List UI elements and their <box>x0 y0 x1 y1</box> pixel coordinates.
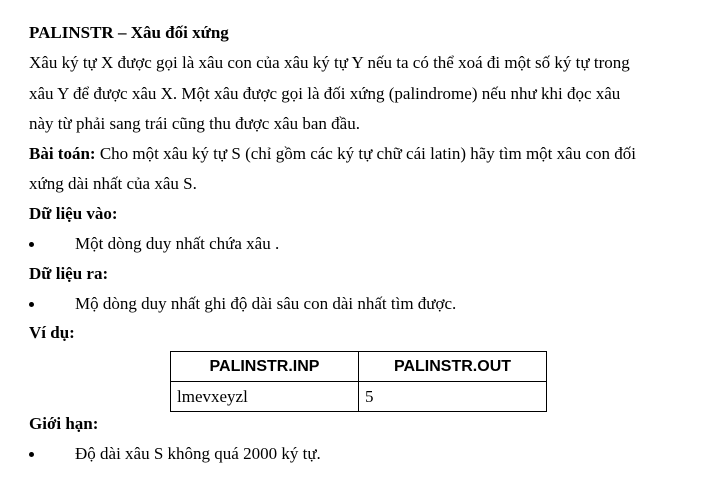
intro-line-1: Xâu ký tự X được gọi là xâu con của xâu ký tự Y nếu ta có thể xoá đi một số ký tự trong <box>29 53 630 72</box>
title-separator: – <box>113 23 131 42</box>
output-file-header: PALINSTR.OUT <box>359 352 547 382</box>
limits-item-text: Độ dài xâu S không quá 2000 ký tự. <box>75 444 321 463</box>
bullet-icon <box>29 302 34 307</box>
bullet-icon <box>29 242 34 247</box>
output-heading: Dữ liệu ra: <box>29 264 109 283</box>
problem-code: PALINSTR <box>29 23 114 42</box>
example-heading: Ví dụ: <box>29 323 75 342</box>
bullet-icon <box>29 452 34 457</box>
intro-line-3: này từ phải sang trái cũng thu được xâu ban đầu. <box>29 114 360 133</box>
problem-label: Bài toán: <box>29 144 96 163</box>
input-item-text: Một dòng duy nhất chứa xâu . <box>75 234 280 253</box>
limits-bullet-item <box>51 444 321 464</box>
intro-line-2: xâu Y để được xâu X. Một xâu được gọi là đối xứng (palindrome) nếu như khi đọc xâu <box>29 84 621 103</box>
problem-name: Xâu đối xứng <box>130 23 229 42</box>
limits-heading: Giới hạn: <box>29 414 99 433</box>
problem-text-1: Cho một xâu ký tự S (chỉ gồm các ký tự chữ cái latin) hãy tìm một xâu con đối <box>95 144 636 163</box>
problem-statement-line-1 <box>29 144 636 164</box>
input-file-header: PALINSTR.INP <box>171 352 359 382</box>
example-table <box>170 351 547 412</box>
output-item-text: Mộ dòng duy nhất ghi độ dài sâu con dài nhất tìm được. <box>75 294 457 313</box>
output-bullet-item <box>51 294 456 314</box>
problem-statement-line-2: xứng dài nhất của xâu S. <box>29 174 197 193</box>
problem-title <box>29 23 229 43</box>
input-bullet-item <box>51 234 279 254</box>
table-row <box>171 382 547 412</box>
example-output-cell: 5 <box>359 382 547 412</box>
input-heading: Dữ liệu vào: <box>29 204 118 223</box>
example-input-cell: lmevxeyzl <box>171 382 359 412</box>
example-table-header-row <box>171 352 547 382</box>
